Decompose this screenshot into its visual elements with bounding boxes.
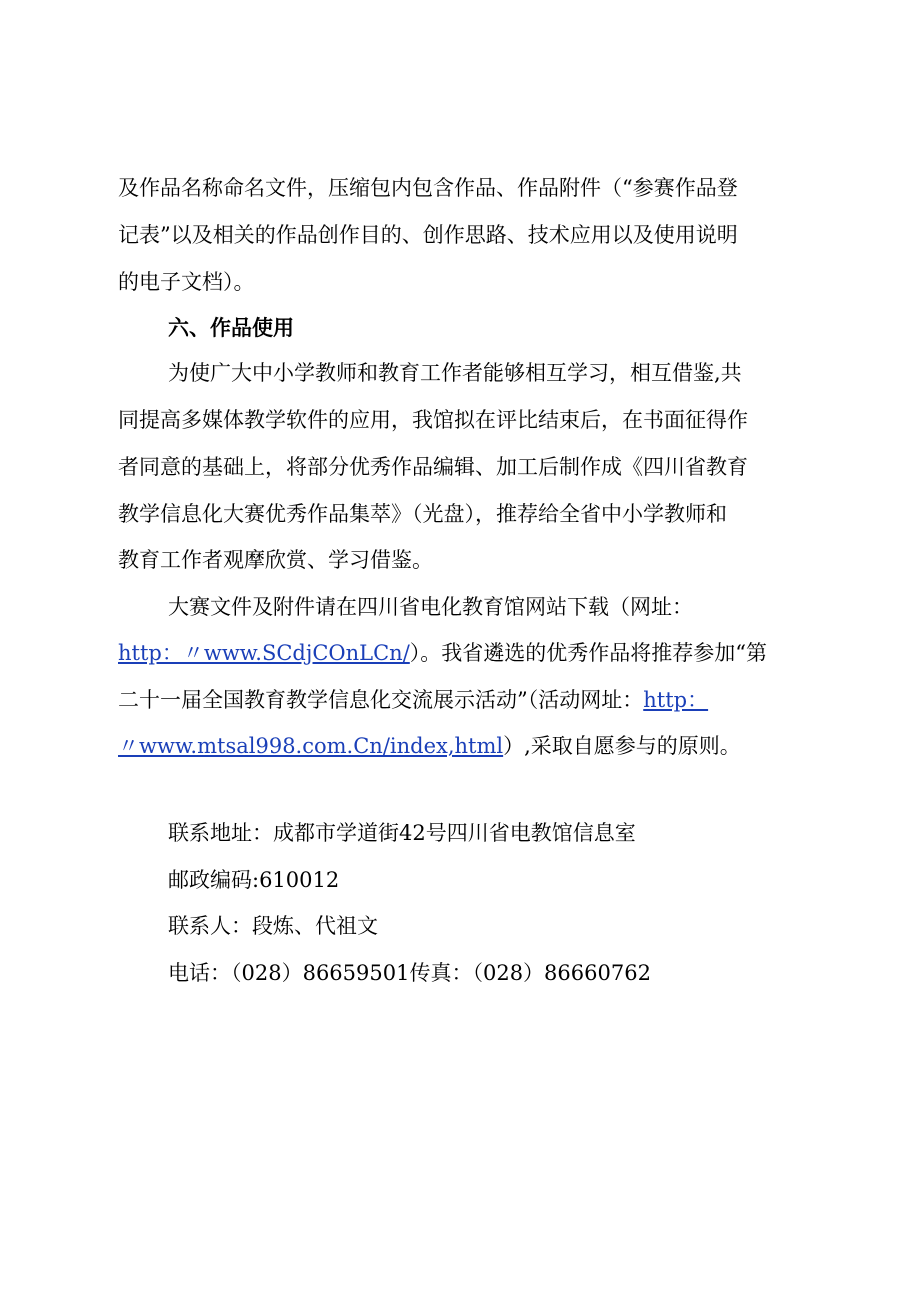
section-six-heading: 六、作品使用: [168, 316, 294, 340]
download-paragraph-line-2-text: ）。我省遴选的优秀作品将推荐参加“第: [409, 641, 768, 665]
contact-address: 联系地址：成都市学道街42号四川省电教馆信息室: [168, 821, 636, 845]
section-six-line-4: 教学信息化大赛优秀作品集萃》（光盘），推荐给全省中小学教师和: [118, 502, 727, 526]
section-six-line-3: 者同意的基础上，将部分优秀作品编辑、加工后制作成《四川省教育: [118, 455, 748, 479]
section-six-line-1: 为使广大中小学教师和教育工作者能够相互学习，相互借鉴,共: [168, 361, 742, 385]
contact-phone-fax: 电话：（028）86659501传真：（028）86660762: [168, 961, 651, 985]
contact-postcode: 邮政编码:610012: [168, 868, 340, 892]
contact-persons: 联系人：段炼、代祖文: [168, 914, 378, 938]
download-paragraph-line-2: [118, 638, 767, 668]
section-six-line-2: 同提高多媒体教学软件的应用，我馆拟在评比结束后，在书面征得作: [118, 408, 748, 432]
download-paragraph-line-4-text: ）,采取自愿参与的原则。: [503, 734, 741, 758]
attachments-paragraph-line-2: 记表”以及相关的作品创作目的、创作思路、技术应用以及使用说明: [118, 223, 738, 247]
attachments-paragraph-line-3: 的电子文档）。: [118, 270, 255, 294]
section-six-line-5: 教育工作者观摩欣赏、学习借鉴。: [118, 548, 433, 572]
download-paragraph-line-4: [118, 731, 741, 761]
attachments-paragraph-line-1: 及作品名称命名文件，压缩包内包含作品、作品附件（“参赛作品登: [118, 176, 738, 200]
provincial-website-link[interactable]: http：〃www.SCdjCOnLCn/: [118, 641, 410, 665]
national-activity-link-part-1[interactable]: http：: [643, 688, 709, 712]
download-paragraph-line-1: 大赛文件及附件请在四川省电化教育馆网站下载（网址：: [168, 595, 693, 619]
national-activity-link-part-2[interactable]: 〃www.mtsal998.com.Cn/index,html: [118, 734, 504, 758]
download-paragraph-line-3: [118, 685, 708, 715]
download-paragraph-line-3-text: 二十一届全国教育教学信息化交流展示活动”（活动网址：: [118, 688, 644, 712]
